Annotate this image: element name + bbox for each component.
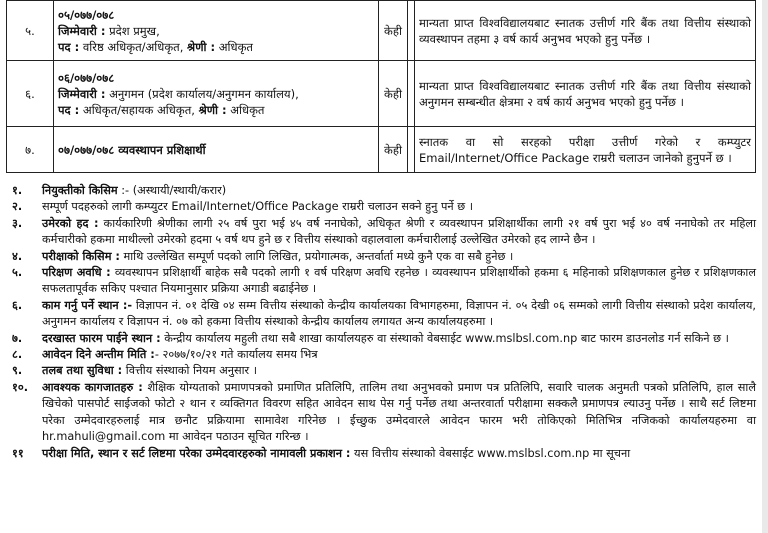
item-text: शैक्षिक योग्यताको प्रमाणपत्रको प्रमाणित प्रतिलिपि, तालिम तथा अनुभवको प्रमाण पत्र प्रतिलिपि, सवारि चालक अनुमती पत्रको प्रतिलिपि, हाल सालै खिचेको पासपोर्ट साईजको फोटो २ थान र व्यक्तिगत विवरण सहित आवेदन साथ पेस गर्नु पर्नेछ तथा अन्तरवार्ता परीक्षामा सक्कलै प्रमाणपत्र ल्याउनु पर्नेछ । साथै सर्ट लिष्टमा परेका उम्मेदवारहरुलाई मात्र छनौट प्रक्रियामा सामावेश गरिनेछ । ईच्छुक उम्मेदवारले आवेदन फारम भरी तोकिएको मितिभित्र नजिकको कार्यालयहरुमा वा hr.mahuli@gmail.com मा आवेदन पठाउन सूचित गरिन्छ । — [42, 380, 756, 444]
post-code: ०६/०७७/०७८ — [58, 70, 115, 85]
post-details — [54, 61, 379, 127]
item-text: - २०७७/१०/२१ गते कार्यालय समय भित्र — [154, 348, 318, 362]
row-serial: ६. — [7, 61, 54, 127]
item-label: नियुक्तीको किसिम — [42, 184, 118, 197]
list-item — [6, 183, 756, 199]
item-number: २. — [12, 200, 23, 214]
item-number: ५. — [12, 266, 23, 280]
item-text: वित्तीय संस्थाको नियम अनुसार । — [122, 364, 258, 378]
list-item — [6, 380, 756, 446]
list-item — [6, 347, 756, 363]
item-number: ११ — [12, 446, 24, 460]
notice-list — [6, 183, 756, 462]
item-text: सम्पूर्ण पदहरुको लागी कम्प्युटर Email/Internet/Office Package राम्ररी चलाउन सक्ने हुनु पर्ने छ । — [42, 200, 474, 214]
list-item — [6, 265, 756, 298]
responsibility-label: जिम्मेवारी : — [58, 23, 106, 38]
post-count: केही — [379, 127, 408, 173]
item-text: कार्यकारिणी श्रेणीका लागी २५ वर्ष पुरा भई ४५ वर्ष ननाघेको, अधिकृत श्रेणी र व्यवस्थापन प्रशिक्षार्थीका लागी २१ वर्ष पुरा भई ४० वर्ष ननाघेको तर महिला कर्मचारीको हकमा माथील्लो उमेरको हदमा ५ वर्ष थप हुने छ र वित्तीय संस्थाको वहालवाला कर्मचारीलाई उल्लेखित उमेरको हद लाग्ने छैन । — [42, 216, 756, 247]
vacancy-table — [6, 0, 756, 173]
qualification: मान्यता प्राप्त विश्वविद्यालयबाट स्नातक उत्तीर्ण गरि बैंक तथा वित्तीय संस्थाको अनुगमन सम्बन्धीत क्षेत्रमा २ वर्ष कार्य अनुभव भएको हुनु पर्नेछ । — [415, 61, 756, 127]
table-row — [7, 1, 756, 61]
item-text: यस वित्तीय संस्थाको वेबसाईट www.mslbsl.com.np मा सूचना — [350, 446, 631, 460]
item-text: :- (अस्थायी/स्थायी/करार) — [117, 184, 227, 197]
post-value: वरिष्ठ अधिकृत/अधिकृत, — [79, 39, 184, 54]
item-number: ७. — [12, 331, 23, 345]
list-item — [6, 249, 756, 265]
responsibility-value: प्रदेश प्रमुख, — [105, 23, 160, 38]
row-serial: ५. — [7, 1, 54, 61]
item-number: ४. — [12, 249, 23, 263]
list-item — [6, 298, 756, 331]
list-item — [6, 363, 756, 379]
post-label: पद : — [58, 102, 80, 117]
grade-value: अधिकृत — [226, 102, 265, 117]
post-value: अधिकृत/सहायक अधिकृत, — [79, 102, 195, 117]
qualification: मान्यता प्राप्त विश्वविद्यालयबाट स्नातक उत्तीर्ण गरि बैंक तथा वित्तीय संस्थाको व्यवस्थापन तहमा ३ वर्ष कार्य अनुभव भएको हुनु पर्नेछ । — [415, 1, 756, 61]
responsibility-label: जिम्मेवारी : — [58, 86, 106, 101]
item-text: केन्द्रीय कार्यालय महुली तथा सबै शाखा कार्यालयहरु वा संस्थाको वेबसाईट www.mslbsl.com.np बाट फारम डाउनलोड गर्न सकिने छ । — [160, 331, 729, 345]
item-number: १. — [12, 184, 23, 197]
item-label: आवेदन दिने अन्तीम मिति : — [42, 348, 155, 362]
scrollbar-track[interactable] — [762, 0, 768, 533]
list-item — [6, 216, 756, 249]
post-count: केही — [379, 1, 408, 61]
post-details — [54, 1, 379, 61]
post-code-title: ०७/०७७/०७८ व्यवस्थापन प्रशिक्षार्थी — [54, 127, 379, 173]
item-label: उमेरको हद : — [42, 216, 99, 230]
grade-value: अधिकृत — [215, 39, 253, 54]
item-label: परीक्षाको किसिम : — [42, 249, 120, 263]
item-label: काम गर्नु पर्ने स्थान :- — [42, 298, 133, 312]
row-serial: ७. — [7, 127, 54, 173]
table-row — [7, 61, 756, 127]
post-code: ०५/०७७/०७८ — [58, 7, 115, 22]
post-label: पद : — [58, 39, 80, 54]
item-number: ३. — [12, 216, 23, 230]
item-number: ८. — [12, 348, 23, 362]
list-item — [6, 331, 756, 347]
item-label: परिक्षण अवधि : — [42, 266, 111, 280]
item-label: आवश्यक कागजातहरु : — [42, 380, 143, 394]
responsibility-value: अनुगमन (प्रदेश कार्यालय/अनुगमन कार्यालय), — [105, 86, 299, 101]
grade-label: श्रेणी : — [198, 102, 227, 117]
item-label: तलब तथा सुविधा : — [42, 364, 123, 378]
list-item — [6, 199, 756, 215]
item-text: विज्ञापन नं. ०१ देखि ०४ सम्म वित्तीय संस्थाको केन्द्रीय कार्यालयका विभागहरुमा, विज्ञापन नं. ०५ देखी ०६ सम्मको लागी वित्तीय संस्थाको प्रदेश कार्यालय, अनुगमन कार्यालय र विज्ञापन नं. ०७ को हकमा वित्तीय संस्थाको केन्द्रीय कार्यालय लगायत अन्य कार्यालयहरुमा । — [42, 298, 756, 329]
grade-label: श्रेणी : — [187, 39, 216, 54]
item-number: ९. — [12, 364, 23, 378]
item-text: व्यवस्थापन प्रशिक्षार्थी बाहेक सबै पदको लागी १ वर्ष परिक्षण अवधि रहनेछ । व्यवस्थापन प्रशिक्षार्थीको हकमा ६ महिनाको प्रशिक्षणकाल हुनेछ र प्रशिक्षणकाल सफलतापूर्वक सकिए पश्चात नियमानुसार प्रक्रिया अगाडी बढाईनेछ । — [42, 266, 756, 296]
item-text: माथि उल्लेखित सम्पूर्ण पदको लागि लिखित, प्रयोगात्मक, अन्तर्वार्ता मध्ये कुनै एक वा सबै हुनेछ । — [119, 249, 514, 263]
qualification: स्नातक वा सो सरहको परीक्षा उत्तीर्ण गरेको र कम्प्युटर Email/Internet/Office Package राम्ररी चलाउन जानेको हुनुपर्ने छ । — [415, 127, 756, 173]
list-item — [6, 446, 756, 462]
item-label: परीक्षा मिति, स्थान र सर्ट लिष्टमा परेका उम्मेदवारहरुको नामावली प्रकाशन : — [42, 446, 351, 460]
item-number: ६. — [12, 298, 23, 312]
item-label: दरखास्त फारम पाईने स्थान : — [42, 331, 161, 345]
post-count: केही — [379, 61, 408, 127]
item-number: १०. — [12, 380, 29, 394]
table-row — [7, 127, 756, 173]
